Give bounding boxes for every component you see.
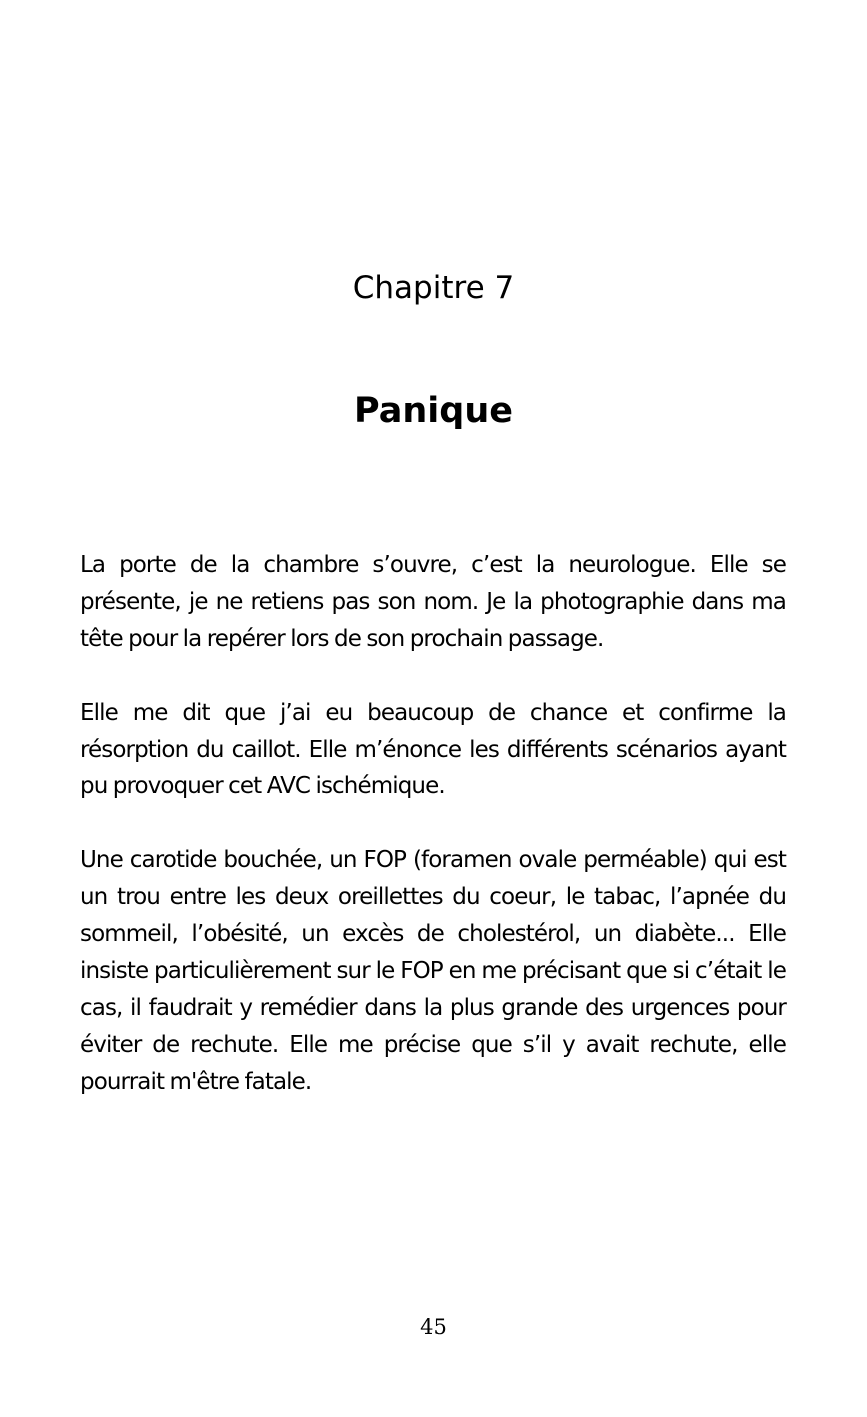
paragraph: La porte de la chambre s’ouvre, c’est la neurologue. Elle se présente, je ne retiens pas son nom. Je la photographie dans ma tête pour la repérer lors de son prochain passage. <box>80 552 786 652</box>
paragraph: Elle me dit que j’ai eu beaucoup de chance et confirme la résorption du caillot. Elle m’énonce les différents scénarios ayant pu provoquer cet AVC ischémique. <box>80 699 786 800</box>
page-number: 45 <box>420 1315 447 1339</box>
paragraph: Une carotide bouchée, un FOP (foramen ovale perméable) qui est un trou entre les deux oreillettes du coeur, le tabac, l’apnée du sommeil, l’obésité, un excès de cholestérol, un diabète... Elle insiste particulièrement sur le FOP en me précisant que si c’était le cas, il faudrait y remédier dans la plus grande des urgences pour éviter de rechute. Elle me précise que s’il y avait rechute, elle pourrait m'être fatale. <box>80 847 786 1095</box>
chapter-title: Panique <box>354 391 513 431</box>
chapter-body <box>80 547 786 1137</box>
chapter-number: Chapitre 7 <box>352 270 515 306</box>
